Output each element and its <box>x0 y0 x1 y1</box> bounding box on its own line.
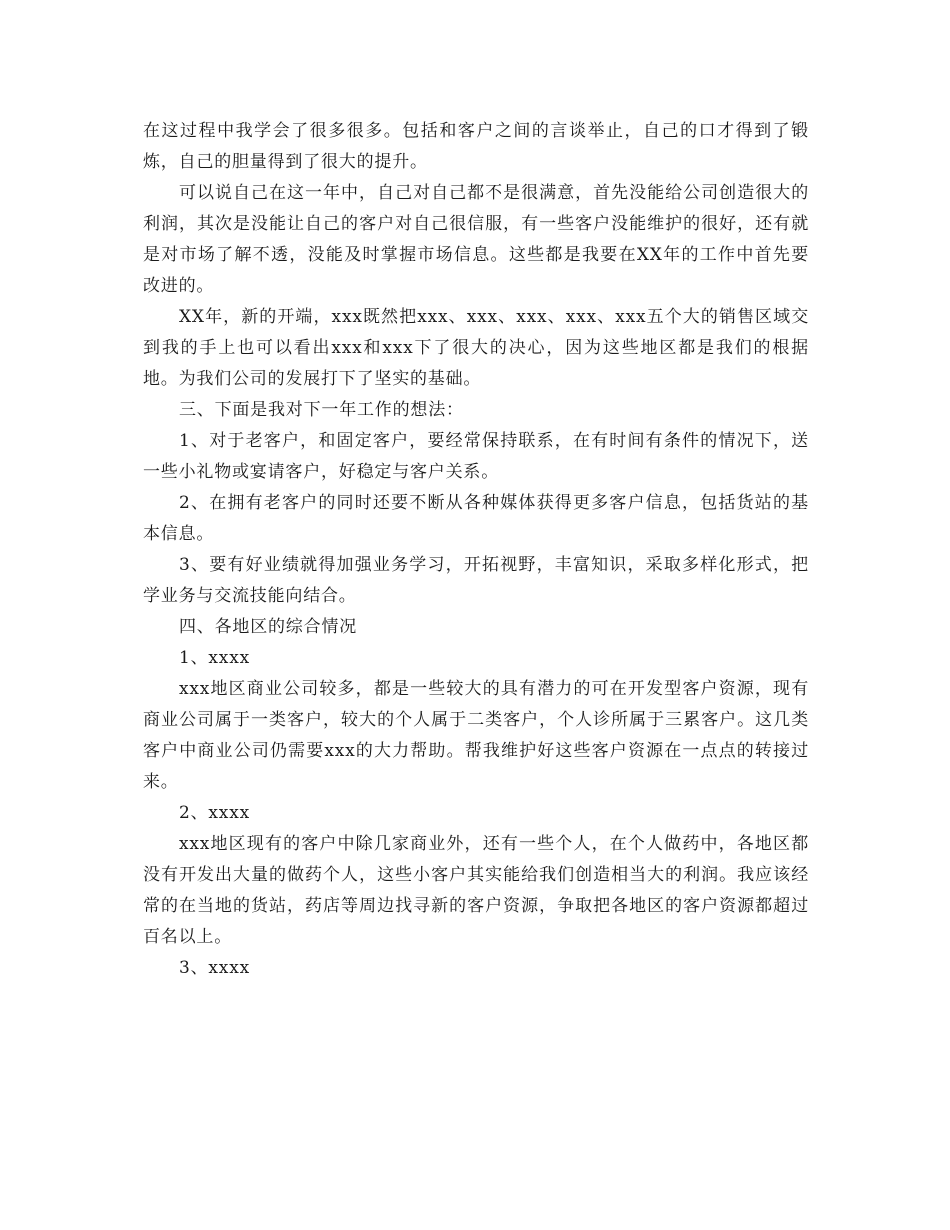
document-body <box>143 116 809 984</box>
section-heading-3: 三、下面是我对下一年工作的想法： <box>179 400 464 420</box>
paragraph-3: XX年，新的开端，xxx既然把xxx、xxx、xxx、xxx、xxx五个大的销售区域交到我的手上也可以看出xxx和xxx下了很大的决心，因为这些地区都是我们的根据地。为我们公司的发展打下了坚实的基础。 <box>143 307 809 389</box>
subheading-region-3: 3、xxxx <box>179 958 250 978</box>
subheading-region-1: 1、xxxx <box>179 648 250 668</box>
list-item-1: 1、对于老客户，和固定客户，要经常保持联系，在有时间有条件的情况下，送一些小礼物或宴请客户，好稳定与客户关系。 <box>143 431 809 482</box>
paragraph-region-2: xxx地区现有的客户中除几家商业外，还有一些个人，在个人做药中，各地区都没有开发出大量的做药个人，这些小客户其实能给我们创造相当大的利润。我应该经常的在当地的货站，药店等周边找寻新的客户资源，争取把各地区的客户资源都超过百名以上。 <box>143 834 809 947</box>
list-item-2: 2、在拥有老客户的同时还要不断从各种媒体获得更多客户信息，包括货站的基本信息。 <box>143 493 809 544</box>
list-item-3: 3、要有好业绩就得加强业务学习，开拓视野，丰富知识，采取多样化形式，把学业务与交流技能向结合。 <box>143 555 809 606</box>
subheading-region-2: 2、xxxx <box>179 803 250 823</box>
paragraph-2: 可以说自己在这一年中，自己对自己都不是很满意，首先没能给公司创造很大的利润，其次是没能让自己的客户对自己很信服，有一些客户没能维护的很好，还有就是对市场了解不透，没能及时掌握市场信息。这些都是我要在XX年的工作中首先要改进的。 <box>143 183 809 296</box>
paragraph-region-1: xxx地区商业公司较多，都是一些较大的具有潜力的可在开发型客户资源，现有商业公司属于一类客户，较大的个人属于二类客户，个人诊所属于三累客户。这几类客户中商业公司仍需要xxx的大力帮助。帮我维护好这些客户资源在一点点的转接过来。 <box>143 679 809 792</box>
paragraph-1: 在这过程中我学会了很多很多。包括和客户之间的言谈举止，自己的口才得到了锻炼，自己的胆量得到了很大的提升。 <box>143 121 809 172</box>
section-heading-4: 四、各地区的综合情况 <box>179 617 357 637</box>
